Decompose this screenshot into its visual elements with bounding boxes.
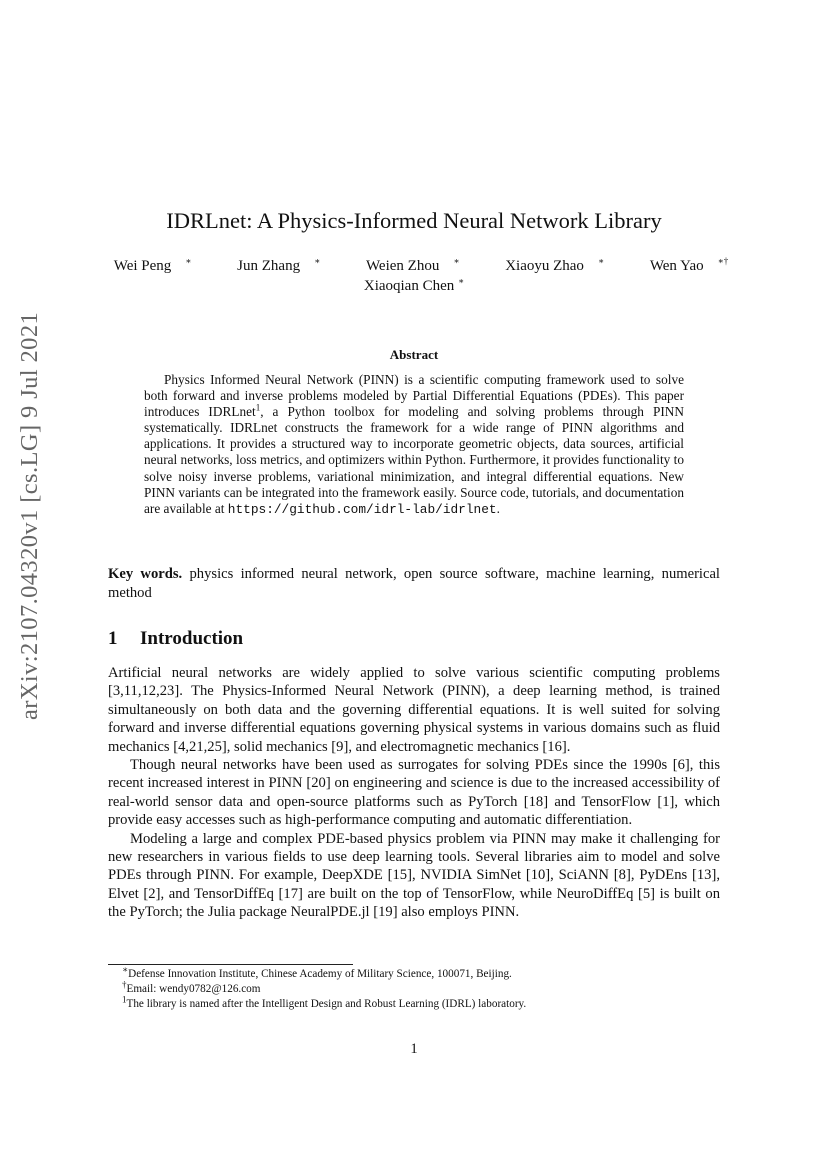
page-number: 1: [410, 1041, 418, 1057]
abstract-heading: Abstract: [389, 347, 439, 362]
section-title: Introduction: [140, 628, 244, 649]
author: Wen Yao ∗†: [649, 256, 729, 274]
footnote: $^1$The library is named after the Intelligent Design and Robust Learning (IDRL) laboratory.: [122, 994, 527, 1010]
paragraph: Artificial neural networks are widely applied to solve various scientific computing problems [3,11,12,23]. The Physics-Informed Neural Network (PINN), a deep learning method, is trained simultaneously on both data and the governing differential equations. It is well suited for solving forward and inverse differential equations governing physical systems in various domains such as fluid mechanics [4,21,25], solid mechanics [9], and electromagnetic mechanics [16].: [108, 665, 720, 755]
author: Wei Peng ∗: [113, 256, 192, 274]
paragraph: Though neural networks have been used as surrogates for solving PDEs since the 1990s [6], this recent increased interest in PINN [20] on engineering and science is due to the increased accessibility of real-world sensor data and open-source platforms such as PyTorch [18] and TensorFlow [1], which provide easy accesses such as high-performance computing and automatic differentiation.: [108, 757, 720, 829]
paragraph: Modeling a large and complex PDE-based physics problem via PINN may make it challenging for new researchers in various fields to use deep learning tools. Several libraries aim to model and solve PDEs through PINN. For example, DeepXDE [15], NVIDIA SimNet [10], SciANN [8], PyDEns [13], Elvet [2], and TensorDiffEq [17] are built on the top of TensorFlow, while NeuroDiffEq [5] is built on the PyTorch; the Julia package NeuralPDE.jl [19] also employs PINN.: [108, 830, 720, 921]
paper-title: IDRLnet: A Physics-Informed Neural Network Library: [166, 208, 662, 233]
author: Xiaoyu Zhao ∗: [505, 256, 605, 274]
arxiv-identifier-stamp: arXiv:2107.04320v1 [cs.LG] 9 Jul 2021: [16, 311, 43, 720]
footnote-mark: 1: [255, 402, 261, 413]
footnote-divider: [108, 964, 353, 965]
keywords-text: physics informed neural network, open source software, machine learning, numerical method: [108, 566, 720, 601]
author: Weien Zhou ∗: [365, 256, 460, 274]
section-number: 1: [108, 628, 118, 649]
keywords-label: Key words.: [108, 566, 183, 582]
keywords: [108, 565, 720, 603]
footnotes: [108, 964, 720, 1012]
repository-link[interactable]: https://github.com/idrl-lab/idrlnet: [227, 501, 497, 517]
abstract-body: Physics Informed Neural Network (PINN) is a scientific computing framework used to solve both forward and inverse problems modeled by Partial Differential Equations (PDEs). This paper introduces IDRLnet$^1$, a Python toolbox for modeling and solving problems through PINN systematically. IDRLnet constructs the framework for a wide range of PINN algorithms and applications. It provides a structured way to incorporate geometric objects, data sources, artificial neural networks, loss metrics, and optimizers within Python. Furthermore, it provides functionality to solve noisy inverse problems, variational minimization, and integral differential equations. New PINN variants can be integrated into the framework easily. Source code, tutorials, and documentation are available at https://github.com/idrl-lab/idrlnet.: [144, 372, 684, 517]
author: Jun Zhang ∗: [237, 256, 321, 274]
author: Xiaoqian Chen ∗: [363, 276, 465, 294]
author-list: [0, 256, 828, 296]
section-heading: [108, 628, 243, 650]
footnote: ∗Defense Innovation Institute, Chinese Academy of Military Science, 100071, Beijing.: [122, 964, 512, 980]
introduction-body: [108, 664, 720, 922]
footnote: †Email: wendy0782@126.com: [122, 979, 261, 995]
